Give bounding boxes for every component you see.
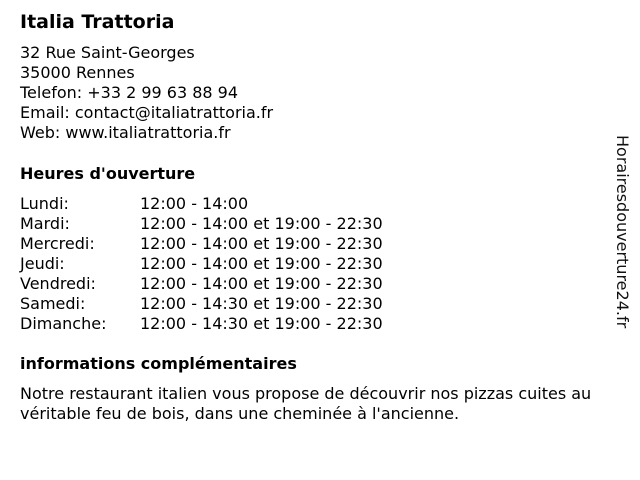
hours-day: Mercredi: — [20, 234, 95, 253]
web-line: Web: www.italiatrattoria.fr — [20, 123, 231, 142]
hours-row — [20, 234, 440, 254]
watermark-text: Horairesdouverture24.fr — [613, 135, 632, 329]
hours-day: Dimanche: — [20, 314, 107, 333]
hours-day: Vendredi: — [20, 274, 96, 293]
phone-line: Telefon: +33 2 99 63 88 94 — [20, 83, 239, 102]
address-line-2: 35000 Rennes — [20, 63, 135, 82]
hours-time: 12:00 - 14:00 et 19:00 - 22:30 — [140, 214, 383, 233]
hours-day: Jeudi: — [20, 254, 65, 273]
hours-row — [20, 254, 440, 274]
info-text: Notre restaurant italien vous propose de découvrir nos pizzas cuites au véritable feu de bois, dans une cheminée à l'ancienne. — [20, 384, 592, 423]
hours-row — [20, 274, 440, 294]
hours-table — [20, 194, 440, 334]
hours-day: Mardi: — [20, 214, 70, 233]
hours-time: 12:00 - 14:00 — [140, 194, 249, 213]
hours-time: 12:00 - 14:00 et 19:00 - 22:30 — [140, 254, 383, 273]
restaurant-name: Italia Trattoria — [20, 11, 175, 33]
watermark — [611, 135, 635, 375]
hours-time: 12:00 - 14:30 et 19:00 - 22:30 — [140, 294, 383, 313]
hours-row — [20, 214, 440, 234]
hours-time: 12:00 - 14:00 et 19:00 - 22:30 — [140, 274, 383, 293]
hours-time: 12:00 - 14:00 et 19:00 - 22:30 — [140, 234, 383, 253]
contact-block — [20, 43, 273, 143]
hours-row — [20, 314, 440, 334]
hours-row — [20, 194, 440, 214]
hours-row — [20, 294, 440, 314]
hours-time: 12:00 - 14:30 et 19:00 - 22:30 — [140, 314, 383, 333]
info-heading: informations complémentaires — [20, 354, 297, 373]
address-line-1: 32 Rue Saint-Georges — [20, 43, 195, 62]
hours-day: Lundi: — [20, 194, 69, 213]
hours-day: Samedi: — [20, 294, 86, 313]
email-line: Email: contact@italiatrattoria.fr — [20, 103, 274, 122]
hours-heading: Heures d'ouverture — [20, 164, 196, 183]
